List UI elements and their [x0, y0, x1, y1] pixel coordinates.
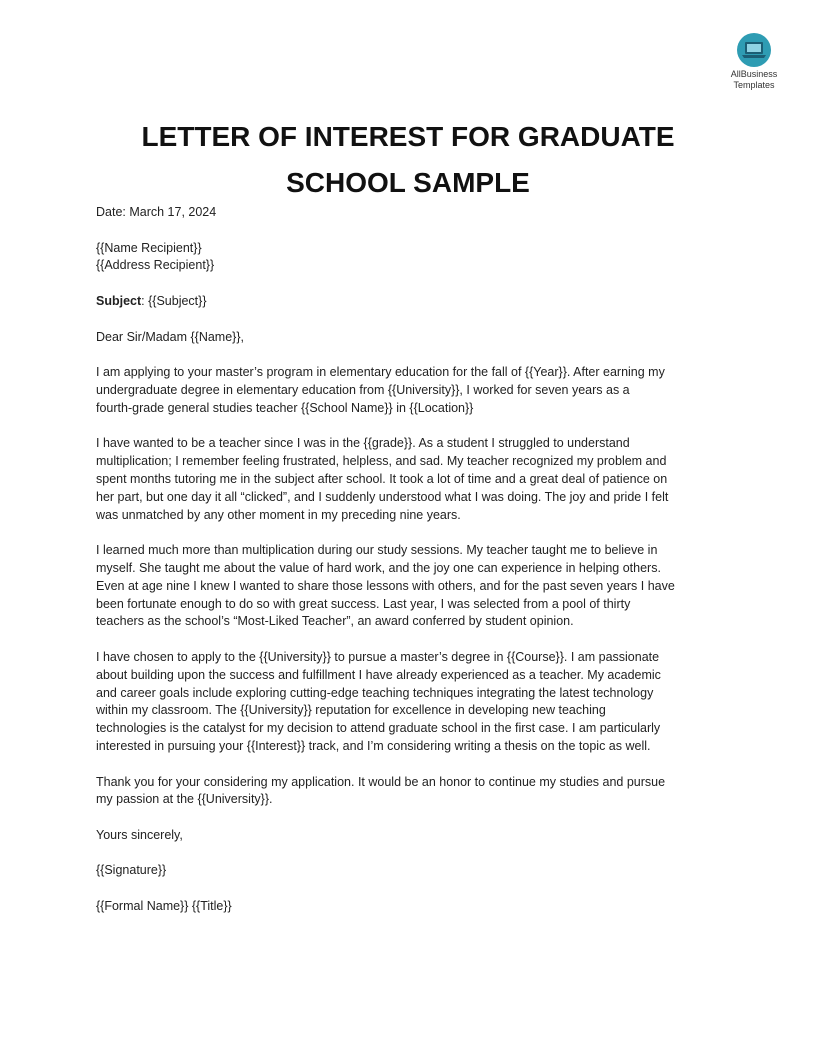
paragraph-line: multiplication; I remember feeling frustrated, helpless, and sad. My teacher recognized my problem and	[96, 454, 667, 469]
title-line-2: SCHOOL SAMPLE	[286, 167, 530, 198]
recipient-block	[96, 240, 724, 276]
recipient-address: {{Address Recipient}}	[96, 258, 215, 273]
allbusiness-templates-logo	[716, 32, 792, 90]
paragraph-line: undergraduate degree in elementary education from {{University}}, I worked for seven years as a	[96, 382, 630, 397]
paragraph-line: been fortunate enough to do so with great success. Last year, I was selected from a pool of thirty	[96, 596, 631, 611]
paragraph-3	[96, 542, 724, 631]
closing: Yours sincerely,	[96, 827, 183, 842]
subject-line	[96, 293, 724, 311]
recipient-name: {{Name Recipient}}	[96, 240, 202, 255]
paragraph-line: I have chosen to apply to the {{University}} to pursue a master’s degree in {{Course}}. I am passionate	[96, 649, 660, 664]
paragraph-line: Even at age nine I knew I wanted to share those lessons with others, and for the past seven years I have	[96, 578, 675, 593]
paragraph-5	[96, 774, 724, 810]
document-title	[96, 114, 720, 206]
letter-date: Date: March 17, 2024	[96, 205, 217, 219]
paragraph-line: I have wanted to be a teacher since I was in the {{grade}}. As a student I struggled to understand	[96, 436, 630, 451]
subject-value: : {{Subject}}	[141, 293, 207, 308]
paragraph-line: spent months tutoring me in the subject after school. It took a lot of time and a great deal of patience on	[96, 471, 668, 486]
signature-placeholder: {{Signature}}	[96, 863, 167, 878]
paragraph-line: within my classroom. The {{University}} reputation for excellence in developing new teaching	[96, 703, 606, 718]
logo-text-line1: AllBusiness	[730, 69, 778, 79]
paragraph-line: I learned much more than multiplication during our study sessions. My teacher taught me to believe in	[96, 543, 658, 558]
paragraph-line: Thank you for your considering my application. It would be an honor to continue my studies and pursue	[96, 774, 666, 789]
formal-name-title: {{Formal Name}} {{Title}}	[96, 899, 232, 914]
paragraph-line: my passion at the {{University}}.	[96, 792, 273, 807]
paragraph-line: I am applying to your master’s program in elementary education for the fall of {{Year}}. After earning my	[96, 365, 665, 380]
paragraph-line: teachers as the school’s “Most-Liked Teacher”, an award conferred by student opinion.	[96, 614, 574, 629]
letter-body	[96, 204, 724, 934]
paragraph-line: interested in pursuing your {{Interest}} track, and I’m considering writing a thesis on the topic as well.	[96, 738, 651, 753]
paragraph-1	[96, 364, 724, 417]
laptop-icon	[736, 32, 772, 68]
paragraph-line: about building upon the success and fulfillment I have already experienced as a teacher. My academic	[96, 667, 661, 682]
paragraph-line: myself. She taught me about the value of hard work, and the joy one can experience in helping others.	[96, 560, 661, 575]
paragraph-line: her part, but one day it all “clicked”, and I suddenly understood what I was doing. The joy and pride I felt	[96, 489, 669, 504]
logo-text-line2: Templates	[733, 80, 775, 90]
paragraph-line: fourth-grade general studies teacher {{School Name}} in {{Location}}	[96, 400, 474, 415]
paragraph-2	[96, 435, 724, 524]
paragraph-line: and career goals include exploring cutting-edge teaching techniques integrating the latest technology	[96, 685, 654, 700]
subject-label: Subject	[96, 293, 142, 308]
paragraph-line: technologies is the catalyst for my decision to attend graduate school in the first case. I am particularly	[96, 721, 661, 736]
paragraph-line: was unmatched by any other moment in my preceding nine years.	[96, 507, 461, 522]
paragraph-4	[96, 649, 724, 756]
salutation: Dear Sir/Madam {{Name}},	[96, 329, 244, 344]
title-line-1: LETTER OF INTEREST FOR GRADUATE	[141, 121, 675, 152]
